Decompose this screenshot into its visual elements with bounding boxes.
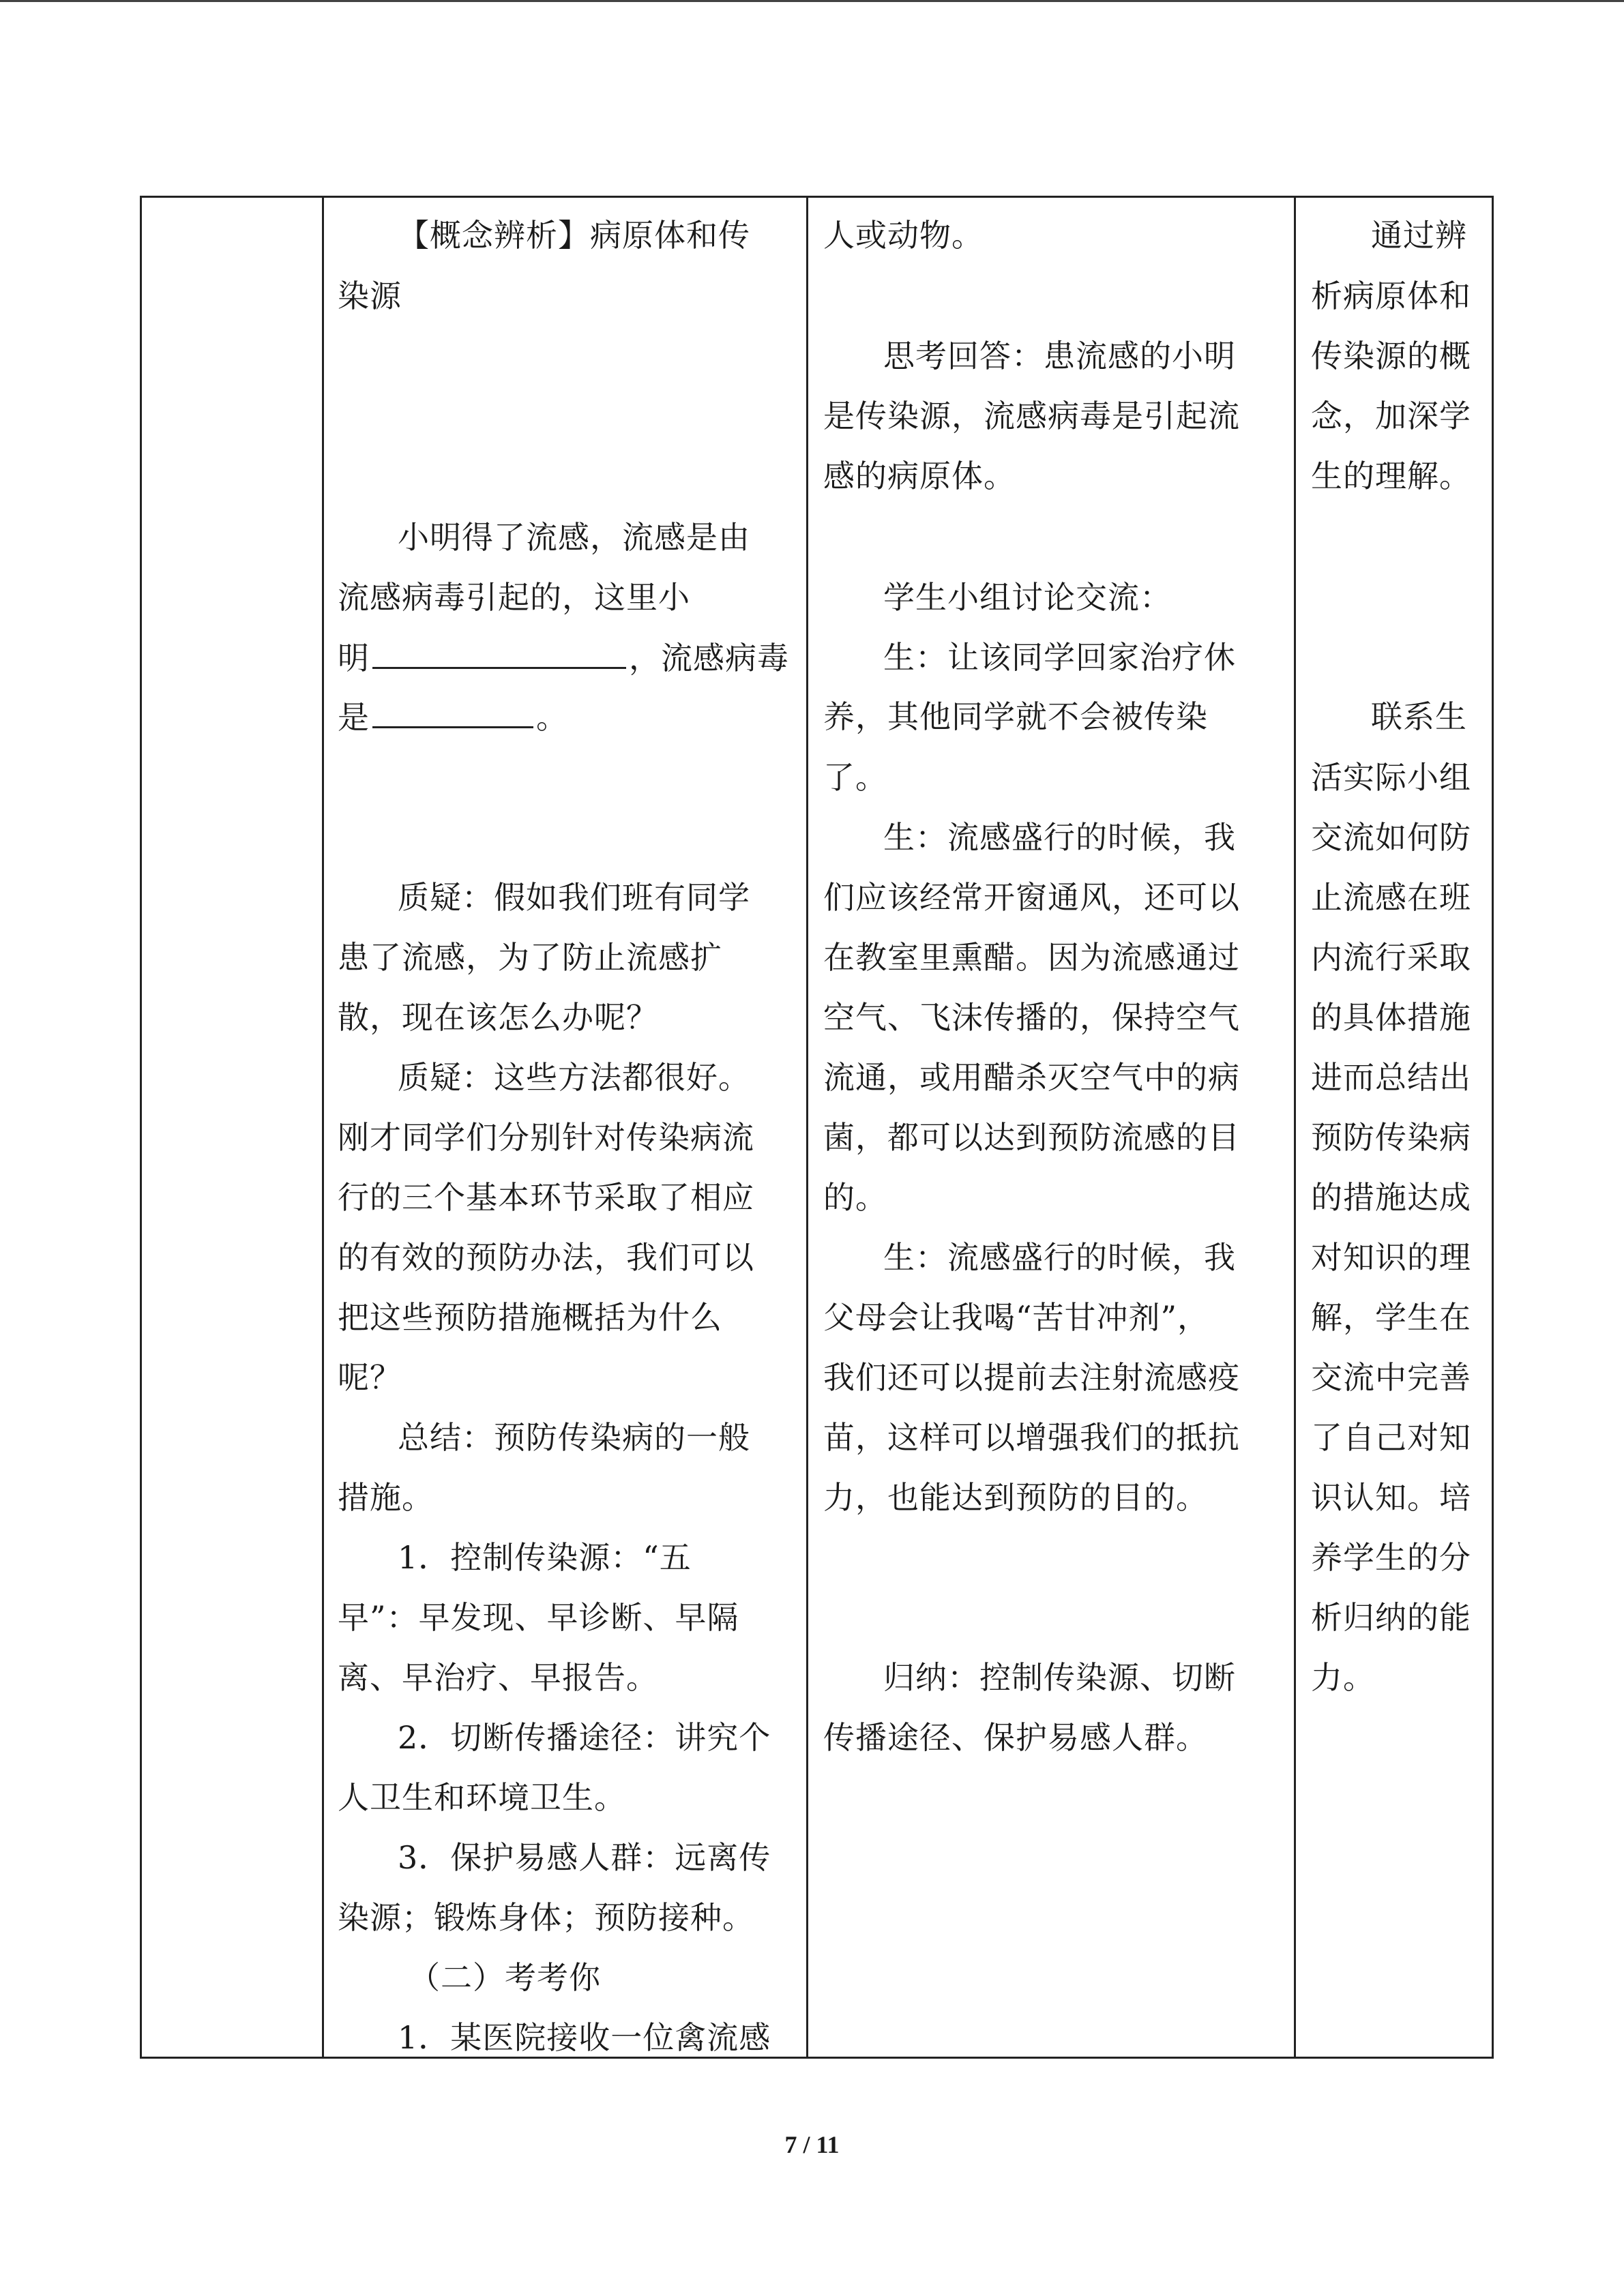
example-line-suffix: ，流感病毒 <box>629 640 789 676</box>
measure-line: 2．切断传播途径：讲究个 <box>398 1719 771 1756</box>
question-line: 行的三个基本环节采取了相应 <box>338 1179 754 1216</box>
student-answer-line: 是传染源，流感病毒是引起流 <box>823 398 1240 434</box>
concept-heading: 【概念辨析】病原体和传 <box>398 217 750 254</box>
example-line-prefix: 是 <box>338 699 370 736</box>
fill-in-blank-2[interactable] <box>372 696 533 728</box>
fill-in-blank-1[interactable] <box>372 637 626 669</box>
intent-line: 进而总结出 <box>1311 1059 1471 1096</box>
intent-line: 了自己对知 <box>1311 1419 1471 1456</box>
intent-line: 析病原体和 <box>1311 278 1471 314</box>
student-activity-cell <box>808 197 1295 2058</box>
student-response-line: 力，也能达到预防的目的。 <box>823 1479 1208 1516</box>
student-response-line: 空气、飞沫传播的，保持空气 <box>823 999 1240 1036</box>
measure-line: 人卫生和环境卫生。 <box>338 1779 626 1816</box>
intent-line: 析归纳的能 <box>1311 1599 1471 1636</box>
intent-line: 联系生 <box>1371 698 1467 735</box>
page-number: 7 / 11 <box>784 2131 840 2158</box>
student-answer-line: 感的病原体。 <box>823 458 1016 494</box>
question-line: 患了流感，为了防止流感扩 <box>338 939 722 976</box>
intent-line: 对知识的理 <box>1311 1239 1471 1276</box>
intent-line: 解，学生在 <box>1311 1299 1471 1336</box>
question-line: 的有效的预防办法，我们可以 <box>338 1239 754 1276</box>
section-label-cell <box>141 197 323 2058</box>
summary-line: 总结：预防传染病的一般 <box>398 1419 750 1456</box>
question-line: 质疑：假如我们班有同学 <box>398 879 750 916</box>
measure-line: 3．保护易感人群：远离传 <box>398 1839 771 1876</box>
question-line: 散，现在该怎么办呢？ <box>338 999 658 1036</box>
measure-line: 离、早治疗、早报告。 <box>338 1659 658 1696</box>
lesson-plan-table <box>140 196 1494 2059</box>
intent-line: 内流行采取 <box>1311 939 1471 976</box>
question-line: 质疑：这些方法都很好。 <box>398 1059 750 1096</box>
student-answer-line: 思考回答：患流感的小明 <box>883 338 1236 374</box>
student-response-line: 苗，这样可以增强我们的抵抗 <box>823 1419 1240 1456</box>
intent-line: 念，加深学 <box>1311 398 1471 434</box>
student-response-line: 流通，或用醋杀灭空气中的病 <box>823 1059 1240 1096</box>
student-response-line: 的。 <box>823 1179 887 1216</box>
intent-line: 交流中完善 <box>1311 1359 1471 1396</box>
student-response-line: 父母会让我喝“苦甘冲剂”， <box>823 1299 1210 1336</box>
quiz-item: 1．某医院接收一位禽流感 <box>398 2019 771 2056</box>
table-row <box>141 197 1493 2058</box>
teacher-activity-cell <box>323 197 808 2058</box>
example-line-suffix: 。 <box>536 699 568 736</box>
concept-heading-cont: 染源 <box>338 278 402 314</box>
intent-line: 活实际小组 <box>1311 759 1471 796</box>
measure-line: 1．控制传染源：“五 <box>398 1539 692 1576</box>
measure-line: 染源；锻炼身体；预防接种。 <box>338 1899 754 1936</box>
intent-line: 生的理解。 <box>1311 458 1471 494</box>
intent-line: 交流如何防 <box>1311 819 1471 856</box>
question-line: 呢？ <box>338 1359 402 1396</box>
student-response-line: 了。 <box>823 759 887 796</box>
example-line: 小明得了流感，流感是由 <box>398 519 750 556</box>
example-line-with-blank <box>338 696 568 737</box>
question-line: 把这些预防措施概括为什么 <box>338 1299 722 1336</box>
measure-line: 早”：早发现、早诊断、早隔 <box>338 1599 739 1636</box>
example-line: 流感病毒引起的，这里小 <box>338 579 690 616</box>
example-line-with-blank <box>338 637 789 678</box>
student-response-line: 们应该经常开窗通风，还可以 <box>823 879 1240 916</box>
discussion-heading: 学生小组讨论交流： <box>883 579 1172 616</box>
example-line-prefix: 明 <box>338 640 370 676</box>
intent-line: 传染源的概 <box>1311 338 1471 374</box>
student-response-line: 生：流感盛行的时候，我 <box>883 819 1236 856</box>
page-top-border <box>0 0 1624 2</box>
quiz-heading: （二）考考你 <box>409 1959 601 1996</box>
intent-line: 养学生的分 <box>1311 1539 1471 1576</box>
induction-line: 传播途径、保护易感人群。 <box>823 1719 1208 1756</box>
student-response-line: 在教室里熏醋。因为流感通过 <box>823 939 1240 976</box>
intent-line: 力。 <box>1311 1659 1375 1696</box>
student-response-line: 我们还可以提前去注射流感疫 <box>823 1359 1240 1396</box>
question-line: 刚才同学们分别针对传染病流 <box>338 1119 754 1156</box>
intent-line: 预防传染病 <box>1311 1119 1471 1156</box>
student-response-line: 生：让该同学回家治疗休 <box>883 639 1236 676</box>
design-intent-cell <box>1295 197 1493 2058</box>
intent-line: 的具体措施 <box>1311 999 1471 1036</box>
student-response-line: 养，其他同学就不会被传染 <box>823 698 1208 735</box>
intent-line: 的措施达成 <box>1311 1179 1471 1216</box>
student-line: 人或动物。 <box>823 217 984 254</box>
intent-line: 止流感在班 <box>1311 879 1471 916</box>
summary-line: 措施。 <box>338 1479 434 1516</box>
student-response-line: 生：流感盛行的时候，我 <box>883 1239 1236 1276</box>
intent-line: 识认知。培 <box>1311 1479 1471 1516</box>
student-response-line: 菌，都可以达到预防流感的目 <box>823 1119 1240 1156</box>
induction-line: 归纳：控制传染源、切断 <box>883 1659 1236 1696</box>
intent-line: 通过辨 <box>1371 217 1467 254</box>
